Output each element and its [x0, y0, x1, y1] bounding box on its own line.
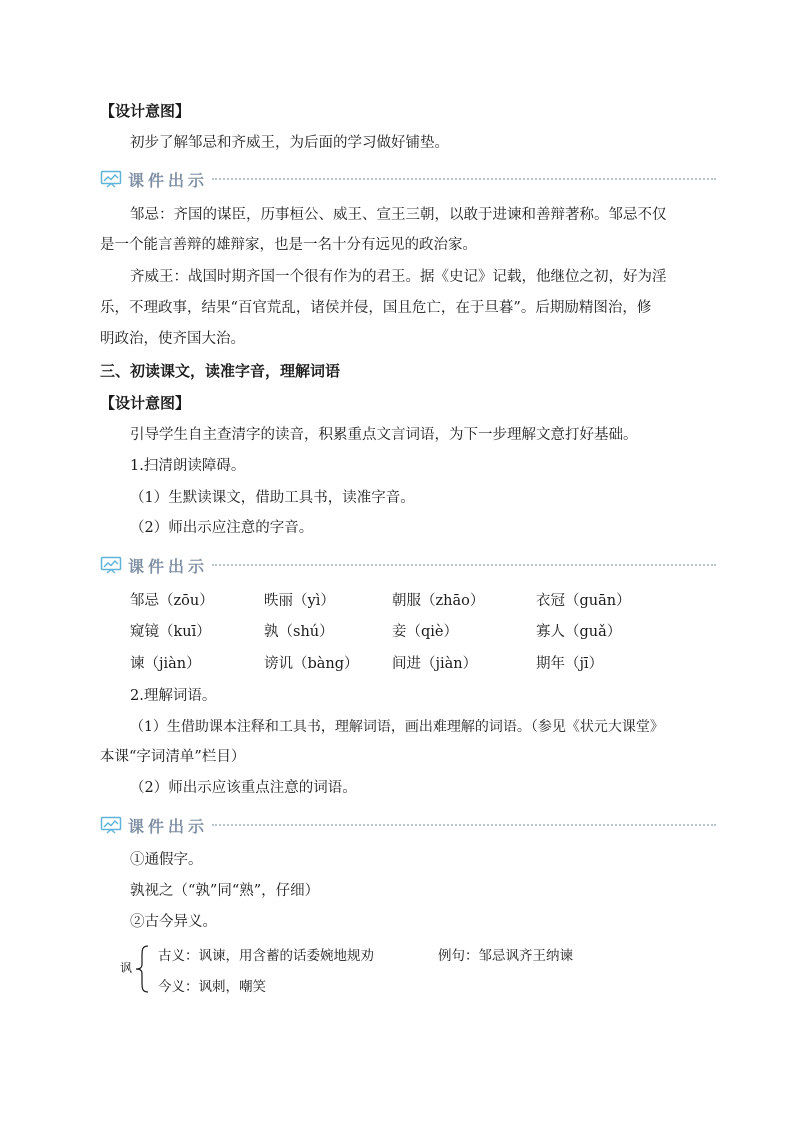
dotted-divider: [212, 564, 716, 566]
courseware-header-3: [100, 813, 716, 837]
pronunciation-item: 孰（shú）: [264, 624, 334, 640]
courseware-label: 课件出示: [128, 170, 209, 190]
section-3-title: 三、初读课文，读准字音，理解词语: [100, 362, 341, 380]
courseware-label: 课件出示: [128, 816, 209, 836]
gujin-modern: 今义：讽刺，嘲笑: [158, 979, 266, 995]
step-2-title: 2.理解词语。: [130, 688, 217, 704]
pronunciation-item: 间进（jiàn）: [392, 656, 478, 672]
qiwei-intro-line-3: 明政治，使齐国大治。: [100, 331, 245, 347]
design-intent-text-1: 初步了解邹忌和齐威王，为后面的学习做好铺垫。: [130, 135, 449, 151]
step-1-a: （1）生默读课文，借助工具书，读准字音。: [130, 490, 415, 506]
qiwei-intro-line-2: 乐，不理政事，结果“百官荒乱，诸侯并侵，国且危亡，在于旦暮”。后期励精图治，修: [100, 300, 652, 316]
pronunciation-item: 邹忌（zōu）: [130, 593, 214, 609]
pronunciation-item: 衣冠（guān）: [536, 593, 631, 609]
pronunciation-item: 窥镜（kuī）: [130, 624, 211, 640]
pronunciation-item: 期年（jī）: [536, 656, 604, 672]
presentation-board-icon: [100, 816, 122, 834]
pronunciation-item: 谏（jiàn）: [130, 656, 201, 672]
gujin-ancient: 古义：讽谏，用含蓄的话委婉地规劝: [158, 948, 374, 964]
pronunciation-item: 妾（qiè）: [392, 624, 459, 640]
gujin-word: 讽: [120, 961, 133, 975]
step-2-a-line-1: （1）生借助课本注释和工具书，理解词语，画出难理解的词语。（参见《状元大课堂》: [130, 719, 664, 735]
step-2-b: （2）师出示应该重点注意的词语。: [130, 780, 357, 796]
step-1-b: （2）师出示应注意的字音。: [130, 520, 314, 536]
courseware-header-2: [100, 553, 716, 577]
pronunciation-item: 昳丽（yì）: [264, 593, 335, 609]
pronunciation-item: 朝服（zhāo）: [392, 593, 485, 609]
curly-brace-icon: [134, 944, 150, 994]
qiwei-intro-line-1: 齐威王：战国时期齐国一个很有作为的君王。据《史记》记载，他继位之初，好为淫: [130, 269, 667, 285]
step-2-a-line-2: 本课“字词清单”栏目）: [100, 749, 246, 765]
courseware-label: 课件出示: [128, 556, 209, 576]
pronunciation-item: 谤讥（bàng）: [264, 656, 359, 672]
zouji-intro-line-2: 是一个能言善辩的雄辩家，也是一名十分有远见的政治家。: [100, 237, 477, 253]
design-intent-heading-2: 【设计意图】: [100, 394, 191, 412]
design-intent-text-2: 引导学生自主查清字的读音，积累重点文言词语，为下一步理解文意打好基础。: [130, 427, 638, 443]
dotted-divider: [212, 824, 716, 826]
tongjia-title: ①通假字。: [130, 852, 203, 868]
gujin-brace-block: [120, 944, 640, 994]
tongjia-example: 孰视之（“孰”同“熟”，仔细）: [130, 883, 320, 899]
pronunciation-item: 寡人（guǎ）: [536, 624, 622, 640]
presentation-board-icon: [100, 556, 122, 574]
courseware-header-1: [100, 167, 716, 191]
dotted-divider: [212, 178, 716, 180]
zouji-intro-line-1: 邹忌：齐国的谋臣，历事桓公、威王、宣王三朝，以敢于进谏和善辩著称。邹忌不仅: [130, 207, 667, 223]
design-intent-heading-1: 【设计意图】: [100, 102, 191, 120]
step-1-title: 1.扫清朗读障碍。: [130, 458, 246, 474]
gujin-example: 例句：邹忌讽齐王纳谏: [438, 948, 573, 964]
gujin-title: ②古今异义。: [130, 914, 217, 930]
presentation-board-icon: [100, 170, 122, 188]
